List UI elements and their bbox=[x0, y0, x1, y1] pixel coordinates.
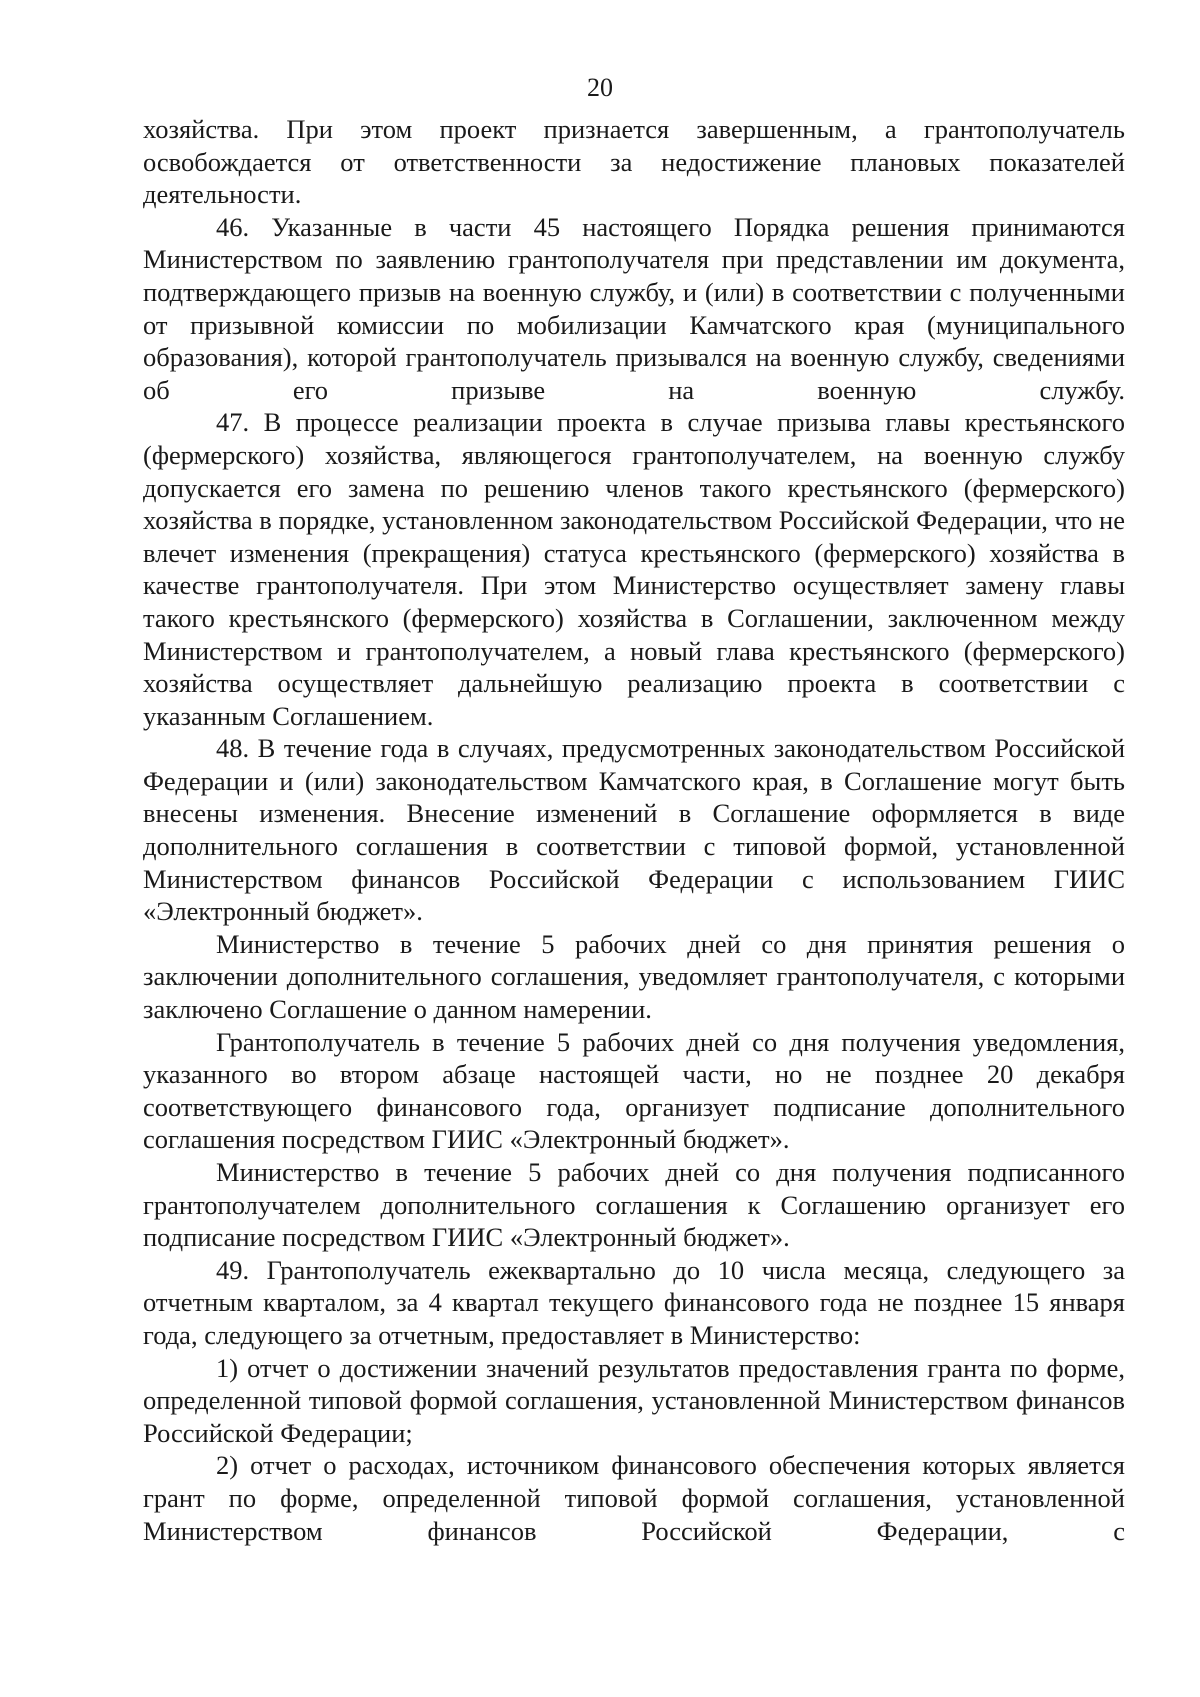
paragraph-3: 47. В процессе реализации проекта в случае призыва главы крестьянского (фермерского) хозяйства, являющегося грантополучателем, на военную службу допускается его замена по решению членов такого крестьянского (фермерского) хозяйства в порядке, установленном законодательством Российской Федерации, что не влечет изменения (прекращения) статуса крестьянского (фермерского) хозяйства в качестве грантополучателя. При этом Министерство осуществляет замену главы такого крестьянского (фермерского) хозяйства в Соглашении, заключенном между Министерством и грантополучателем, а новый глава крестьянского (фермерского) хозяйства осуществляет дальнейшую реализацию проекта в соответствии с указанным Соглашением. bbox=[143, 407, 1125, 731]
paragraph-10: 2) отчет о расходах, источником финансового обеспечения которых является грант по форме, определенной типовой формой соглашения, установленной Министерством финансов Российской Федерации, с bbox=[143, 1450, 1125, 1546]
paragraph-6: Грантополучатель в течение 5 рабочих дней со дня получения уведомления, указанного во втором абзаце настоящей части, но не позднее 20 декабря соответствующего финансового года, организует подписание дополнительного соглашения посредством ГИИС «Электронный бюджет». bbox=[143, 1026, 1125, 1155]
paragraph-7: Министерство в течение 5 рабочих дней со дня получения подписанного грантополучателем дополнительного соглашения к Соглашению организует его подписание посредством ГИИС «Электронный бюджет». bbox=[143, 1157, 1125, 1253]
paragraph-2: 46. Указанные в части 45 настоящего Порядка решения принимаются Министерством по заявлению грантополучателя при представлении им документа, подтверждающего призыв на военную службу, и (или) в соответствии с полученными от призывной комиссии по мобилизации Камчатского края (муниципального образования), которой грантополучатель призывался на военную службу, сведениями об его призыве на военную службу. bbox=[143, 211, 1125, 405]
paragraph-9: 1) отчет о достижении значений результатов предоставления гранта по форме, определенной типовой формой соглашения, установленной Министерством финансов Российской Федерации; bbox=[143, 1352, 1125, 1448]
paragraph-1: хозяйства. При этом проект признается завершенным, а грантополучатель освобождается от ответственности за недостижение плановых показателей деятельности. bbox=[143, 114, 1125, 210]
paragraph-4: 48. В течение года в случаях, предусмотренных законодательством Российской Федерации и (или) законодательством Камчатского края, в Соглашение могут быть внесены изменения. Внесение изменений в Соглашение оформляется в виде дополнительного соглашения в соответствии с типовой формой, установленной Министерством финансов Российской Федерации с использованием ГИИС «Электронный бюджет». bbox=[143, 733, 1125, 927]
paragraph-5: Министерство в течение 5 рабочих дней со дня принятия решения о заключении дополнительного соглашения, уведомляет грантополучателя, с которыми заключено Соглашение о данном намерении. bbox=[143, 928, 1125, 1025]
page-number: 20 bbox=[587, 73, 613, 102]
paragraph-8: 49. Грантополучатель ежеквартально до 10 числа месяца, следующего за отчетным кварталом, за 4 квартал текущего финансового года не позднее 15 января года, следующего за отчетным, предоставляет в Министерство: bbox=[143, 1254, 1125, 1350]
document-body bbox=[143, 113, 1125, 1547]
